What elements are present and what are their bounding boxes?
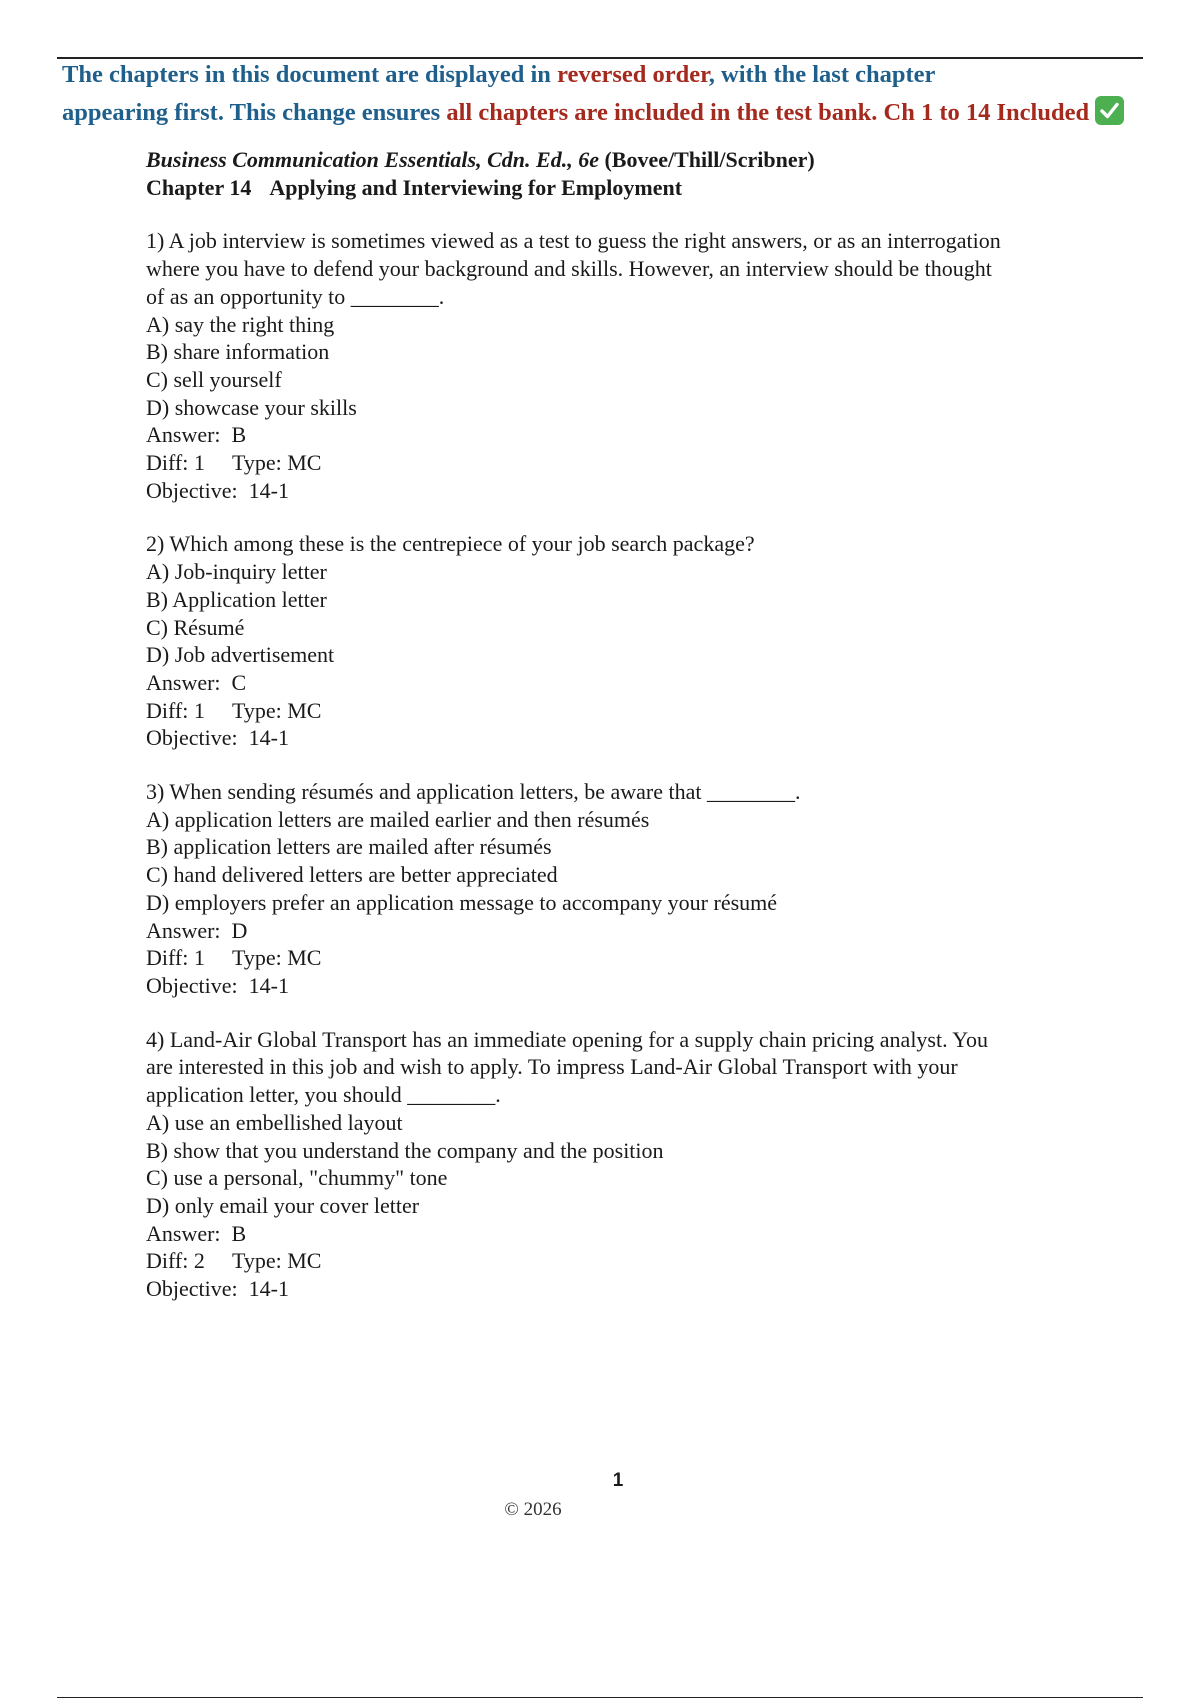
document-body	[146, 146, 1106, 1303]
answer-option: A) Job-inquiry letter	[146, 559, 327, 585]
question-stem-line: where you have to defend your background and skills. However, an interview should be thought	[146, 256, 992, 282]
chapter-title: Applying and Interviewing for Employment	[269, 174, 683, 200]
question-diff: Diff: 1 Type: MC	[146, 697, 322, 723]
answer-option: A) application letters are mailed earlier and then résumés	[146, 806, 650, 832]
question-block	[146, 1026, 1106, 1303]
answer-option: A) use an embellished layout	[146, 1109, 403, 1135]
question-answer: Answer: B	[146, 422, 247, 448]
question-stem-line: of as an opportunity to ________.	[146, 283, 445, 309]
reversed-order-notice	[62, 56, 1200, 132]
question-objective: Objective: 14-1	[146, 1276, 289, 1302]
chapter-number: Chapter 14	[146, 174, 252, 200]
question-stem-line: application letter, you should ________.	[146, 1082, 501, 1108]
notice-line-1: The chapters in this document are displayed in reversed order, with the last chapter	[62, 61, 936, 88]
answer-option: D) showcase your skills	[146, 394, 357, 420]
question-answer: Answer: D	[146, 917, 248, 943]
notice-line-2: appearing first. This change ensures all chapters are included in the test bank. Ch 1 to 14 Included	[62, 94, 1200, 132]
question-list	[146, 227, 1106, 1302]
question-objective: Objective: 14-1	[146, 477, 289, 503]
answer-option: A) say the right thing	[146, 311, 335, 337]
question-block	[146, 227, 1106, 504]
answer-option: C) Résumé	[146, 614, 245, 640]
question-objective: Objective: 14-1	[146, 725, 289, 751]
question-stem-line: 3) When sending résumés and application letters, be aware that ________.	[146, 779, 801, 805]
answer-option: B) show that you understand the company and the position	[146, 1137, 664, 1163]
question-stem-line: 4) Land-Air Global Transport has an immediate opening for a supply chain pricing analyst. You	[146, 1026, 988, 1052]
answer-option: C) hand delivered letters are better appreciated	[146, 862, 558, 888]
question-block	[146, 778, 1106, 1000]
answer-option: D) Job advertisement	[146, 642, 335, 668]
answer-option: D) only email your cover letter	[146, 1192, 420, 1218]
question-objective: Objective: 14-1	[146, 972, 289, 998]
answer-option: B) Application letter	[146, 586, 327, 612]
question-answer: Answer: C	[146, 669, 247, 695]
question-stem-line: 2) Which among these is the centrepiece of your job search package?	[146, 531, 755, 557]
question-diff: Diff: 1 Type: MC	[146, 945, 322, 971]
answer-option: C) sell yourself	[146, 366, 282, 392]
bottom-divider	[57, 1697, 1143, 1698]
book-title: Business Communication Essentials, Cdn. Ed., 6e	[146, 147, 599, 172]
question-diff: Diff: 1 Type: MC	[146, 450, 322, 476]
question-block	[146, 530, 1106, 752]
check-mark-icon	[1095, 96, 1124, 125]
question-diff: Diff: 2 Type: MC	[146, 1248, 322, 1274]
answer-option: B) share information	[146, 339, 330, 365]
question-stem-line: 1) A job interview is sometimes viewed as a test to guess the right answers, or as an interrogation	[146, 228, 1001, 254]
answer-option: C) use a personal, "chummy" tone	[146, 1165, 448, 1191]
question-answer: Answer: B	[146, 1220, 247, 1246]
answer-option: B) application letters are mailed after résumés	[146, 834, 552, 860]
book-heading	[146, 146, 1106, 174]
copyright-notice: © 2026	[504, 1499, 562, 1520]
answer-option: D) employers prefer an application message to accompany your résumé	[146, 889, 778, 915]
page-number: 1	[612, 1470, 624, 1491]
book-authors: (Bovee/Thill/Scribner)	[598, 147, 815, 172]
chapter-heading	[146, 174, 1106, 202]
question-stem-line: are interested in this job and wish to apply. To impress Land-Air Global Transport with your	[146, 1054, 958, 1080]
